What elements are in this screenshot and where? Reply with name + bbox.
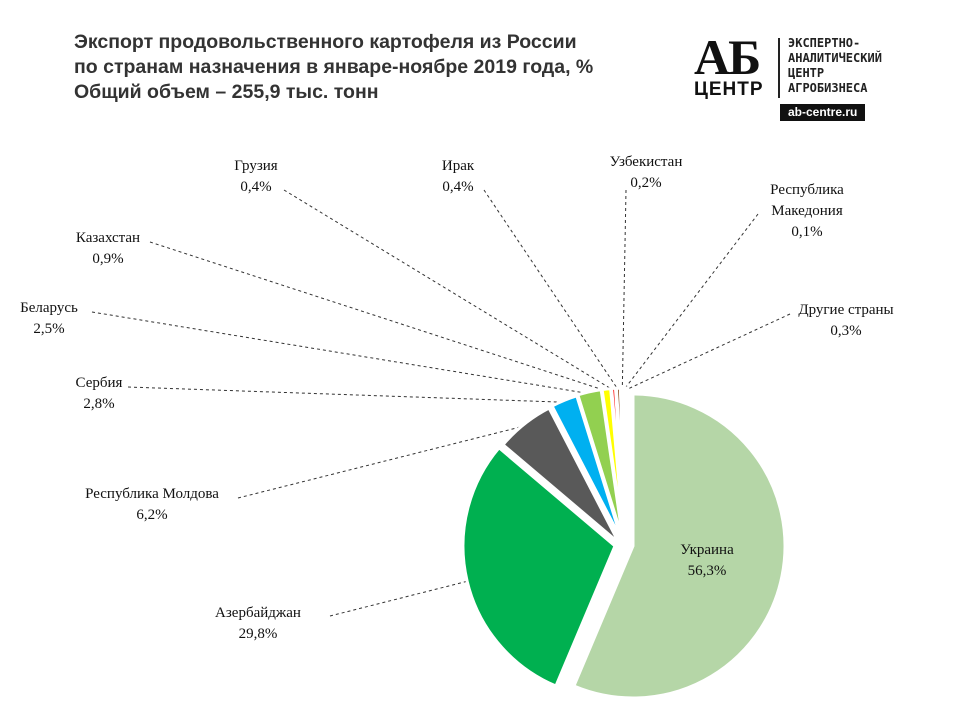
logo-mark-sub: ЦЕНТР bbox=[694, 79, 764, 100]
slice-name-8: Ирак bbox=[441, 158, 475, 174]
leader-line-10 bbox=[624, 214, 758, 390]
logo-text-line-2: АНАЛИТИЧЕСКИЙ bbox=[788, 51, 882, 65]
slice-value-1: 56,3% bbox=[687, 563, 727, 579]
logo-mark: АБ bbox=[694, 29, 760, 85]
pie-slices bbox=[463, 388, 785, 698]
title-line-1: Экспорт продовольственного картофеля из России bbox=[74, 31, 577, 53]
slice-name-1: Украина bbox=[680, 542, 734, 558]
slice-name-9: Узбекистан bbox=[609, 154, 683, 170]
slice-name-3: Республика Молдова bbox=[85, 486, 219, 502]
slice-name-2: Азербайджан bbox=[215, 605, 301, 621]
leader-line-11 bbox=[626, 314, 790, 390]
slice-value-7: 0,4% bbox=[240, 179, 272, 195]
slice-name-10-1: Республика bbox=[770, 182, 844, 198]
slice-value-11: 0,3% bbox=[830, 323, 862, 339]
slice-value-10: 0,1% bbox=[791, 224, 823, 240]
leader-line-7 bbox=[284, 190, 614, 390]
slice-value-4: 2,8% bbox=[83, 396, 115, 412]
leader-line-2 bbox=[330, 581, 469, 616]
logo-text-line-3: ЦЕНТР bbox=[788, 66, 825, 80]
leader-line-5 bbox=[92, 312, 590, 394]
slice-value-2: 29,8% bbox=[238, 626, 278, 642]
slice-value-3: 6,2% bbox=[136, 507, 168, 523]
slice-name-5: Беларусь bbox=[20, 300, 78, 316]
slice-name-6: Казахстан bbox=[75, 230, 141, 246]
leader-line-6 bbox=[150, 242, 607, 391]
leader-line-9 bbox=[622, 190, 626, 390]
slice-name-4: Сербия bbox=[75, 375, 123, 391]
leader-line-4 bbox=[128, 387, 565, 402]
title-line-3: Общий объем – 255,9 тыс. тонн bbox=[74, 81, 379, 103]
slice-value-8: 0,4% bbox=[442, 179, 474, 195]
slice-value-5: 2,5% bbox=[33, 321, 65, 337]
slice-value-9: 0,2% bbox=[630, 175, 662, 191]
logo-text-line-4: АГРОБИЗНЕСА bbox=[788, 81, 868, 95]
logo-text-line-1: ЭКСПЕРТНО- bbox=[788, 36, 861, 50]
slice-name-10-2: Македония bbox=[771, 203, 843, 219]
leader-line-8 bbox=[484, 190, 618, 390]
slice-name-7: Грузия bbox=[234, 158, 278, 174]
title-line-2: по странам назначения в январе-ноябре 2019 года, % bbox=[74, 56, 594, 78]
slice-name-11: Другие страны bbox=[798, 302, 894, 318]
logo-url[interactable]: ab-centre.ru bbox=[780, 104, 865, 121]
slice-value-6: 0,9% bbox=[92, 251, 124, 267]
